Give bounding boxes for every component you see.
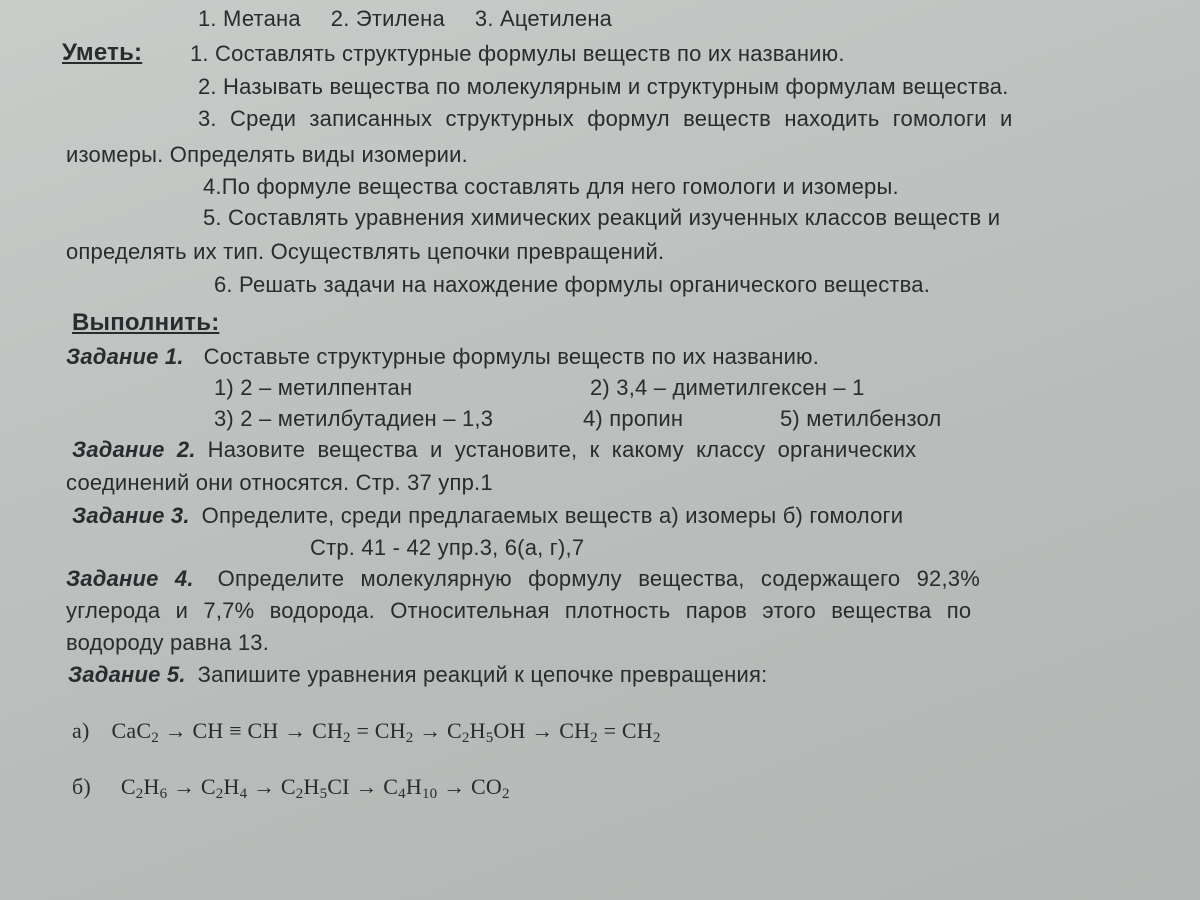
task3-line — [72, 503, 903, 529]
umet-line: 5. Составлять уравнения химических реакций изученных классов веществ и — [203, 205, 1001, 230]
task4-line — [66, 566, 1136, 592]
task2-line — [72, 437, 1138, 463]
umet-line: 1. Составлять структурные формулы веществ по их названию. — [190, 41, 845, 66]
umet-line: изомеры. Определять виды изомерии. — [66, 142, 468, 167]
arrow-icon: → — [419, 718, 442, 743]
task2-line2: соединений они относятся. Стр. 37 упр.1 — [66, 470, 493, 495]
task1-item: 2) 3,4 – диметилгексен – 1 — [590, 375, 865, 400]
formula: $CH_2 = CH_2$ — [312, 718, 414, 746]
task1-title: Задание 1. — [66, 344, 184, 369]
arrow-icon: → — [443, 774, 466, 799]
chain-b-label: б) — [72, 774, 91, 799]
task1-line — [66, 344, 819, 370]
task5-title: Задание 5. — [68, 662, 186, 687]
task3-title: Задание 3. — [72, 503, 190, 528]
task5-text: Запишите уравнения реакций к цепочке превращения: — [197, 662, 768, 687]
task2-text: Назовите вещества и установите, к какому классу органических — [207, 437, 917, 462]
task5-line — [68, 662, 767, 688]
umet-line: 4.По формуле вещества составлять для него гомологи и изомеры. — [203, 174, 899, 199]
task4-text: Определите молекулярную формулу вещества, содержащего 92,3% — [217, 566, 980, 591]
chain-a-label: а) — [72, 718, 90, 743]
formula: CH ≡ CH — [192, 718, 279, 743]
arrow-icon: → — [355, 774, 378, 799]
arrow-icon: → — [252, 774, 276, 799]
task1-item: 5) метилбензол — [780, 406, 942, 431]
arrow-icon: → — [164, 718, 187, 743]
task1-item: 4) пропин — [583, 406, 684, 431]
task3-line2: Стр. 41 - 42 упр.3, 6(а, г),7 — [310, 535, 585, 560]
task1-item: 1) 2 – метилпентан — [214, 375, 413, 400]
header-item: 3. Ацетилена — [474, 6, 613, 31]
task4-line3: водороду равна 13. — [66, 630, 270, 655]
vypolnit-heading: Выполнить: — [72, 309, 220, 336]
umet-line: определять их тип. Осуществлять цепочки превращений. — [66, 239, 665, 264]
task3-text: Определите, среди предлагаемых веществ а) изомеры б) гомологи — [201, 503, 904, 528]
arrow-icon: → — [531, 718, 554, 743]
task4-line2: углерода и 7,7% водорода. Относительная плотность паров этого вещества по — [66, 598, 972, 623]
task2-title: Задание 2. — [72, 437, 196, 462]
task4-title: Задание 4. — [66, 566, 194, 591]
formula: $C_2H_6$ — [120, 774, 168, 802]
umet-line: 2. Называть вещества по молекулярным и структурным формулам вещества. — [198, 74, 1009, 99]
header-item: 2. Этилена — [330, 6, 445, 31]
formula: $C_2H_5OH$ — [447, 718, 526, 746]
reaction-chain-b — [72, 774, 510, 800]
header-item: 1. Метана — [198, 6, 301, 31]
reaction-chain-a — [72, 718, 661, 744]
umet-heading: Уметь: — [62, 39, 143, 66]
arrow-icon: → — [173, 774, 196, 799]
task1-text: Составьте структурные формулы веществ по их названию. — [203, 344, 820, 369]
formula: $C_2H_4$ — [200, 774, 248, 802]
formula: $CH_2 = CH_2$ — [559, 718, 661, 746]
arrow-icon: → — [284, 718, 307, 743]
formula: $CO_2$ — [470, 774, 510, 802]
header-list — [198, 6, 612, 32]
umet-line: 3. Среди записанных структурных формул веществ находить гомологи и — [198, 106, 1013, 131]
formula: CaC$_2$ — [111, 718, 159, 746]
formula: $C_4H_{10}$ — [383, 774, 438, 802]
formula: $C_2H_5CI$ — [280, 774, 350, 802]
umet-line: 6. Решать задачи на нахождение формулы органического вещества. — [214, 272, 931, 297]
task1-item: 3) 2 – метилбутадиен – 1,3 — [214, 406, 494, 431]
